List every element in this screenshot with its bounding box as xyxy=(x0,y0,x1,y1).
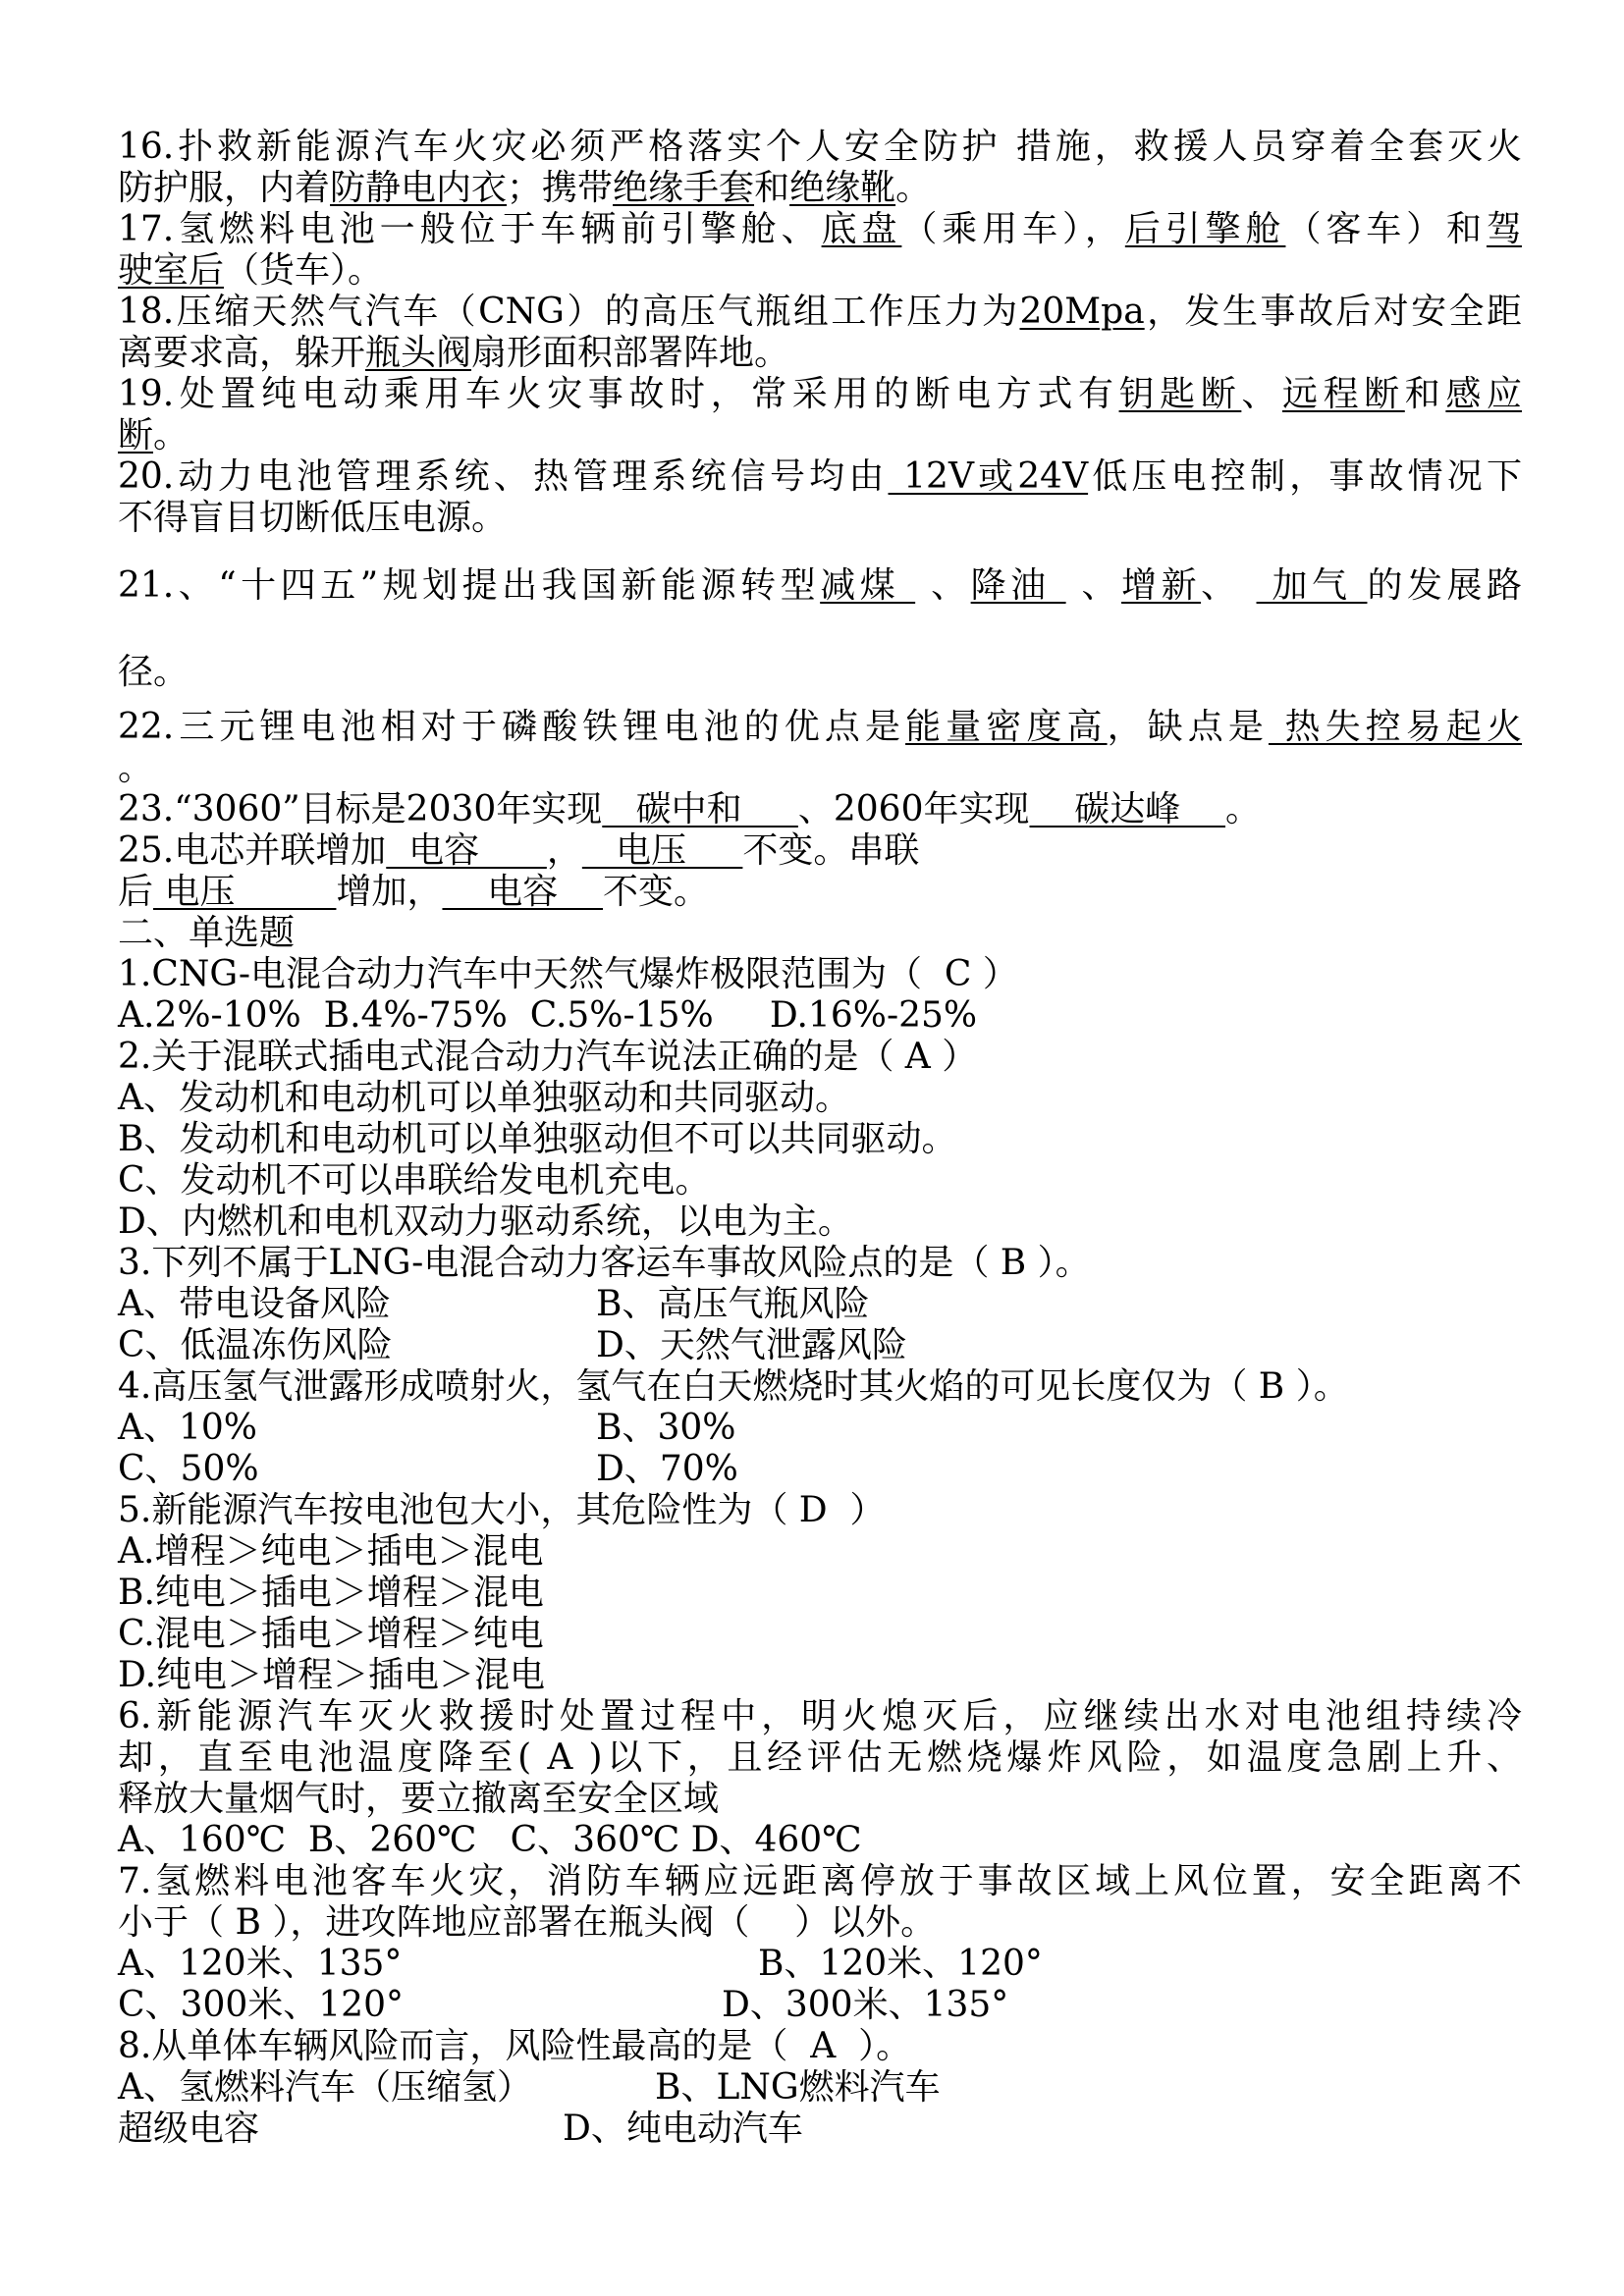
answer-blank: 12V或24V xyxy=(888,456,1089,497)
answer-blank: 电压 xyxy=(581,830,743,871)
answer-blank: 感应 xyxy=(1445,374,1522,414)
text-segment: 5.新能源汽车按电池包大小，其危险性为（ D ） xyxy=(118,1490,886,1530)
text-segment: 和 xyxy=(1404,374,1446,414)
text-segment: 的发展路 xyxy=(1367,565,1522,606)
text-segment: 7.氢燃料电池客车火灾，消防车辆应远距离停放于事故区域上风位置，安全距离不 xyxy=(118,1861,1522,1901)
text-segment: 21.、“十四五”规划提出我国新能源转型 xyxy=(118,565,821,606)
answer-blank: 防静电内衣 xyxy=(330,168,508,208)
text-line xyxy=(118,1902,1522,1944)
text-segment: 防护服，内着 xyxy=(118,168,331,208)
answer-blank: 绝缘手套 xyxy=(613,168,755,208)
text-line xyxy=(118,1490,1522,1531)
option-right-column: D、纯电动汽车 xyxy=(563,2109,803,2149)
text-segment: B、发动机和电动机可以单独驱动但不可以共同驱动。 xyxy=(118,1119,957,1159)
text-line xyxy=(118,1243,1522,1284)
answer-blank: 电压 xyxy=(153,872,337,912)
text-segment: C、发动机不可以串联给发电机充电。 xyxy=(118,1160,711,1201)
text-line xyxy=(118,333,1522,374)
text-line xyxy=(118,748,1522,789)
text-line xyxy=(118,1531,1522,1573)
text-segment: ；携带 xyxy=(507,168,614,208)
text-line xyxy=(118,168,1522,209)
text-segment: 。 xyxy=(1225,789,1262,829)
option-right-column: B、高压气瓶风险 xyxy=(596,1284,870,1324)
text-line xyxy=(118,1614,1522,1655)
text-line xyxy=(118,789,1522,830)
text-line xyxy=(118,1284,1522,1325)
text-line xyxy=(118,1737,1522,1779)
text-segment: 、 xyxy=(915,565,971,606)
answer-blank: 20Mpa xyxy=(1019,292,1145,332)
text-line xyxy=(118,415,1522,456)
text-segment: 却，直至电池温度降至( A )以下，且经评估无燃烧爆炸风险，如温度急剧上升、 xyxy=(118,1737,1522,1778)
option-right-column: D、300米、135° xyxy=(722,1985,1009,2025)
text-segment: B.纯电＞插电＞增程＞混电 xyxy=(118,1573,544,1613)
text-line xyxy=(118,1160,1522,1201)
text-segment: 增加， xyxy=(336,872,443,912)
text-line xyxy=(118,913,1522,954)
answer-blank: 钥匙断 xyxy=(1118,374,1242,414)
text-segment: 23.“3060”目标是2030年实现 xyxy=(118,789,603,829)
answer-blank: 能量密度高 xyxy=(905,707,1108,747)
answer-blank: 碳达峰 xyxy=(1029,789,1226,829)
answer-blank: 驾 xyxy=(1486,209,1522,249)
text-line xyxy=(118,1985,1522,2026)
option-right-column: D、70% xyxy=(596,1449,738,1489)
text-line xyxy=(118,1366,1522,1408)
text-segment: 离要求高，躲开 xyxy=(118,333,366,373)
text-line xyxy=(118,1944,1522,1985)
text-segment: A、120米、135° xyxy=(118,1944,403,1984)
text-segment: 不变。串联 xyxy=(742,830,920,871)
text-line xyxy=(118,872,1522,913)
text-line xyxy=(118,1325,1522,1366)
answer-blank: 后引擎舱 xyxy=(1124,209,1286,249)
text-segment: 后 xyxy=(118,872,154,912)
text-segment: 、 xyxy=(1065,565,1122,606)
text-segment: 释放大量烟气时，要立撤离至安全区域 xyxy=(118,1779,720,1819)
answer-blank: 远程断 xyxy=(1281,374,1405,414)
option-right-column: B、120米、120° xyxy=(758,1944,1043,1984)
text-segment: 、2060年实现 xyxy=(797,789,1030,829)
text-segment: A、10% xyxy=(118,1408,258,1448)
text-segment: A.增程＞纯电＞插电＞混电 xyxy=(118,1531,544,1572)
text-line xyxy=(118,539,1522,607)
option-right-column: B、LNG燃料汽车 xyxy=(655,2067,941,2108)
text-line xyxy=(118,292,1522,333)
text-line xyxy=(118,693,1522,748)
text-segment: 22.三元锂电池相对于磷酸铁锂电池的优点是 xyxy=(118,707,906,747)
text-line xyxy=(118,2109,1522,2150)
text-line xyxy=(118,954,1522,995)
text-segment: 超级电容 xyxy=(118,2109,260,2149)
answer-blank: 减煤 xyxy=(820,565,916,606)
answer-blank: 驶室后 xyxy=(118,250,225,291)
text-line xyxy=(118,1655,1522,1696)
document-page xyxy=(118,127,1522,2150)
text-segment: A、160℃ B、260℃ C、360℃ D、460℃ xyxy=(118,1820,862,1860)
text-segment: 8.从单体车辆风险而言，风险性最高的是（ A ）。 xyxy=(118,2026,912,2066)
text-line xyxy=(118,456,1522,498)
text-segment: A.2%-10% B.4%-75% C.5%-15% D.16%-25% xyxy=(118,995,978,1036)
text-line xyxy=(118,1119,1522,1160)
answer-blank: 加气 xyxy=(1256,565,1368,606)
text-line xyxy=(118,374,1522,415)
answer-blank: 降油 xyxy=(970,565,1066,606)
text-segment: C.混电＞插电＞增程＞纯电 xyxy=(118,1614,544,1654)
text-segment: 、 xyxy=(1241,374,1282,414)
text-segment: 16.扑救新能源汽车火灾必须严格落实个人安全防护 措施，救援人员穿着全套灭火 xyxy=(118,127,1522,167)
text-line xyxy=(118,1449,1522,1490)
text-line xyxy=(118,1696,1522,1737)
text-line xyxy=(118,209,1522,250)
text-segment: 不得盲目切断低压电源。 xyxy=(118,498,508,538)
text-segment: 。 xyxy=(895,168,932,208)
answer-blank: 断 xyxy=(118,415,154,455)
text-line xyxy=(118,250,1522,292)
text-segment: 18.压缩天然气汽车（CNG）的高压气瓶组工作压力为 xyxy=(118,292,1020,332)
text-segment: 和 xyxy=(754,168,790,208)
text-line xyxy=(118,830,1522,872)
option-right-column: B、30% xyxy=(596,1408,736,1448)
answer-blank: 电容 xyxy=(442,872,604,912)
text-line xyxy=(118,1408,1522,1449)
text-segment: 低压电控制，事故情况下 xyxy=(1088,456,1522,497)
text-segment: 不变。 xyxy=(603,872,710,912)
text-line xyxy=(118,1573,1522,1614)
text-segment: A、氢燃料汽车（压缩氢） xyxy=(118,2067,532,2108)
text-segment: D.纯电＞增程＞插电＞混电 xyxy=(118,1655,546,1695)
text-segment: C、低温冻伤风险 xyxy=(118,1325,393,1365)
text-segment: 。 xyxy=(153,415,189,455)
text-segment: ， xyxy=(546,830,582,871)
text-line xyxy=(118,607,1522,693)
text-line xyxy=(118,2067,1522,2109)
text-segment: 1.CNG-电混合动力汽车中天然气爆炸极限范围为（ C ） xyxy=(118,954,1018,994)
option-right-column: D、天然气泄露风险 xyxy=(596,1325,907,1365)
text-line xyxy=(118,2026,1522,2067)
answer-blank: 底盘 xyxy=(821,209,902,249)
text-segment: ，发生事故后对安全距 xyxy=(1144,292,1522,332)
text-segment: 25.电芯并联增加 xyxy=(118,830,387,871)
text-segment: C、300米、120° xyxy=(118,1985,404,2025)
text-segment: 17.氢燃料电池一般位于车辆前引擎舱、 xyxy=(118,209,822,249)
text-segment: 20.动力电池管理系统、热管理系统信号均由 xyxy=(118,456,889,497)
text-segment: 4.高压氢气泄露形成喷射火，氢气在白天燃烧时其火焰的可见长度仅为（ B ）。 xyxy=(118,1366,1349,1407)
text-segment: （客车）和 xyxy=(1285,209,1487,249)
answer-blank: 热失控易起火 xyxy=(1268,707,1522,747)
text-segment: （乘用车）， xyxy=(901,209,1125,249)
text-segment: 6.新能源汽车灭火救援时处置过程中，明火熄灭后，应继续出水对电池组持续冷 xyxy=(118,1696,1522,1736)
text-segment: 扇形面积部署阵地。 xyxy=(471,333,790,373)
text-line xyxy=(118,1779,1522,1820)
text-segment: 小于（ B ），进攻阵地应部署在瓶头阀（ ）以外。 xyxy=(118,1902,937,1943)
text-segment: 2.关于混联式插电式混合动力汽车说法正确的是（ A ） xyxy=(118,1037,978,1077)
answer-blank: 增新 xyxy=(1121,565,1202,606)
text-segment: 19.处置纯电动乘用车火灾事故时，常采用的断电方式有 xyxy=(118,374,1119,414)
text-segment: A、发动机和电动机可以单独驱动和共同驱动。 xyxy=(118,1078,850,1118)
text-segment: 。 xyxy=(118,748,154,788)
text-segment: 二、单选题 xyxy=(118,913,296,953)
text-line xyxy=(118,127,1522,168)
text-segment: A、带电设备风险 xyxy=(118,1284,391,1324)
text-segment: 径。 xyxy=(118,652,189,692)
text-segment: （货车）。 xyxy=(224,250,384,291)
text-segment: 3.下列不属于LNG-电混合动力客运车事故风险点的是（ B ）。 xyxy=(118,1243,1091,1283)
answer-blank: 电容 xyxy=(386,830,547,871)
text-segment: C、50% xyxy=(118,1449,259,1489)
text-segment: 、 xyxy=(1201,565,1257,606)
text-segment: ，缺点是 xyxy=(1107,707,1269,747)
text-line xyxy=(118,498,1522,539)
text-line xyxy=(118,1201,1522,1243)
text-line xyxy=(118,1861,1522,1902)
text-segment: D、内燃机和电机双动力驱动系统，以电为主。 xyxy=(118,1201,853,1242)
answer-blank: 绝缘靴 xyxy=(789,168,896,208)
text-line xyxy=(118,1078,1522,1119)
text-line xyxy=(118,995,1522,1037)
text-line xyxy=(118,1037,1522,1078)
answer-blank: 瓶头阀 xyxy=(365,333,472,373)
answer-blank: 碳中和 xyxy=(602,789,798,829)
text-line xyxy=(118,1820,1522,1861)
